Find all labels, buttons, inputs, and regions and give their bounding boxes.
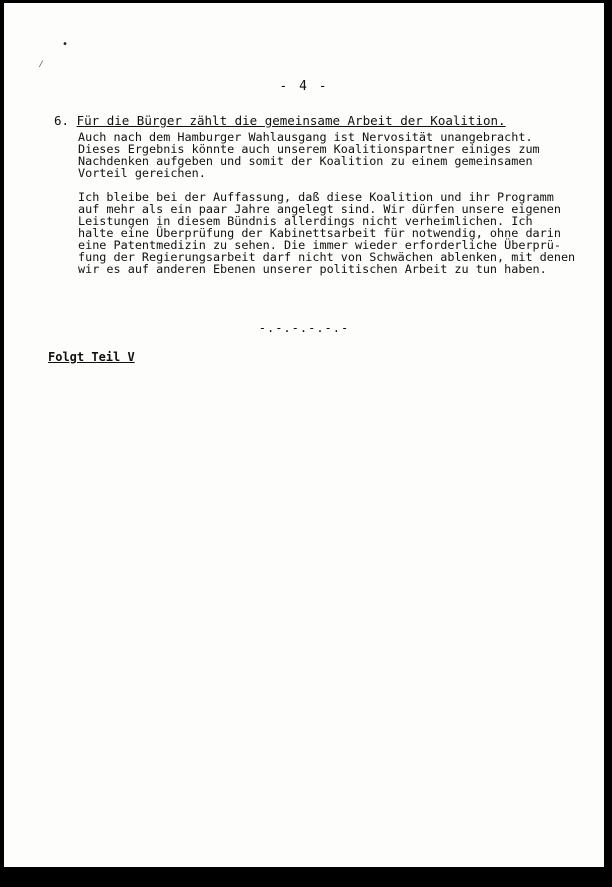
scan-border-right — [604, 0, 612, 887]
paragraph-line: wir es auf anderen Ebenen unserer politischen Arbeit zu tun haben. — [78, 262, 547, 276]
footer-note: Folgt Teil V — [48, 350, 135, 364]
section-number: 6. — [54, 113, 70, 128]
section-heading-text: Für die Bürger zählt die gemeinsame Arbeit der Koalition. — [76, 113, 506, 128]
section-6 — [54, 113, 574, 275]
paragraph-line: fung der Regierungsarbeit darf nicht von Schwächen ablenken, mit denen — [78, 250, 576, 264]
section-heading — [54, 113, 574, 129]
paragraph-line: Leistungen in diesem Bündnis allerdings nicht verheimlichen. Ich — [78, 214, 533, 228]
paragraph-line: Ich bleibe bei der Auffassung, daß diese Koalition und ihr Programm — [78, 190, 554, 204]
separator-line: -.-.-.-.-.- — [258, 321, 350, 335]
paragraph-line: auf mehr als ein paar Jahre angelegt sind. Wir dürfen unsere eigenen — [78, 202, 561, 216]
paragraph-line: Dieses Ergebnis könnte auch unserem Koalitionspartner einiges zum — [78, 142, 540, 156]
paragraph-line: Nachdenken aufgeben und somit der Koalition zu einem gemeinsamen — [78, 154, 533, 168]
paragraph-1 — [78, 131, 574, 179]
punch-mark: • — [62, 39, 69, 50]
document-page — [4, 3, 604, 867]
paragraph-2 — [78, 191, 574, 275]
scan-mark: ⁄ — [38, 59, 45, 70]
page-number: - 4 - — [279, 79, 329, 94]
paragraph-line: Vorteil gereichen. — [78, 166, 206, 180]
scan-border-bottom — [0, 867, 612, 887]
paragraph-line: Auch nach dem Hamburger Wahlausgang ist Nervosität unangebracht. — [78, 130, 533, 144]
paragraph-line: eine Patentmedizin zu sehen. Die immer wieder erforderliche Überprü- — [78, 238, 561, 252]
paragraph-line: halte eine Überprüfung der Kabinettsarbeit für notwendig, ohne darin — [78, 226, 561, 240]
